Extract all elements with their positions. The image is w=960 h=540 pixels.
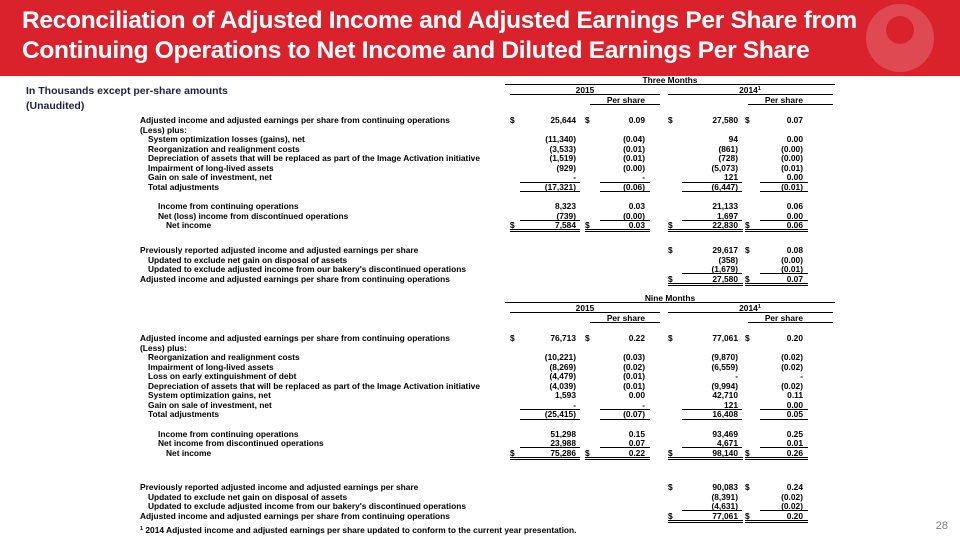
three-months-amount-2014: 94: [728, 134, 738, 145]
nine-months-row-label: Income from continuing operations: [158, 428, 299, 439]
nine-months-per-share-2014: (0.02): [781, 380, 803, 391]
three-months-prior-amount-2014: 27,580: [712, 273, 738, 284]
nine-months-prior-row-label: Previously reported adjusted income and adjusted earnings per share: [140, 482, 419, 492]
nine-months-prior-total-rule: [668, 522, 743, 523]
nine-months-prior-total-rule: [745, 522, 808, 523]
nine-months-dollar-sign: $: [585, 447, 590, 458]
three-months-dollar-sign: $: [585, 115, 590, 125]
nine-months-row-label: Loss on early extinguishment of debt: [148, 371, 297, 382]
three-months-per-share-2014: 0.07: [786, 115, 803, 125]
nine-months-amount-2015: (10,221): [544, 352, 576, 363]
three-months-total-rule: [585, 231, 650, 232]
three-months-prior-row-label: Updated to exclude net gain on disposal of assets: [148, 254, 348, 265]
nine-months-prior-dollar-sign: $: [668, 482, 673, 492]
three-months-prior-total-rule: [668, 283, 743, 284]
three-months-amount-2014: (728): [718, 153, 738, 164]
three-months-total-rule: [668, 231, 743, 232]
three-months-per-share-2015: (0.06): [623, 181, 645, 192]
three-months-amount-2015: 25,644: [550, 115, 576, 125]
nine-months-per-share-2015: 0.22: [628, 447, 645, 458]
page-title-line-2: Continuing Operations to Net Income and Diluted Earnings Per Share: [22, 37, 810, 64]
nine-months-amount-2014: 121: [724, 399, 738, 410]
three-months-subtotal-rule: [600, 191, 650, 192]
nine-months-total-rule: [510, 457, 580, 458]
nine-months-prior-dollar-sign: $: [668, 510, 673, 521]
three-months-prior-total-rule: [745, 285, 808, 286]
nine-months-total-rule: [585, 459, 650, 460]
nine-months-dollar-sign: $: [668, 447, 673, 458]
nine-months-per-share-2014: 0.26: [786, 447, 803, 458]
nine-months-prior-dollar-sign: $: [745, 482, 750, 492]
nine-months-amount-2014: 93,469: [712, 428, 738, 439]
nine-months-row-label: System optimization gains, net: [148, 390, 271, 401]
three-months-amount-2014: (6,447): [711, 181, 738, 192]
three-months-row-label: Depreciation of assets that will be replaced as part of the Image Activation initiative: [148, 153, 480, 164]
footnote: [140, 525, 577, 535]
nine-months-prior-per-share-2014: 0.24: [786, 482, 803, 492]
footnote-text: 2014 Adjusted income and adjusted earnings per share updated to conform to the current year presentation.: [143, 525, 577, 535]
nine-months-amount-2014: 98,140: [712, 447, 738, 458]
three-months-amount-2014: 21,133: [712, 200, 738, 211]
nine-months-prior-per-share-2014: 0.20: [786, 510, 803, 521]
three-months-total-rule: [510, 231, 580, 232]
three-months-prior-dollar-sign: $: [668, 245, 673, 255]
three-months-row-label: Net income: [166, 220, 212, 231]
three-months-per-share-2014: (0.00): [781, 143, 803, 154]
nine-months-year-2014-label: 2014: [739, 303, 758, 313]
three-months-dollar-sign: $: [585, 220, 590, 231]
nine-months-prior-total-rule: [668, 520, 743, 521]
nine-months-total-rule: [668, 459, 743, 460]
three-months-prior-per-share-2014: 0.07: [786, 273, 803, 284]
three-months-prior-total-rule: [668, 285, 743, 286]
three-months-prior-dollar-sign: $: [745, 273, 750, 284]
three-months-prior-per-share-2014: (0.00): [781, 254, 803, 265]
nine-months-row-label: Adjusted income and adjusted earnings per share from continuing operations: [140, 333, 450, 343]
nine-months-per-share-2014-rule: [748, 322, 833, 323]
nine-months-per-share-2014: 0.05: [786, 409, 803, 420]
nine-months-total-rule: [745, 457, 808, 458]
nine-months-per-share-2015: 0.07: [628, 438, 645, 449]
three-months-per-share-2015: (0.00): [623, 162, 645, 173]
nine-months-subtotal-rule: [600, 419, 650, 420]
three-months-total-rule: [585, 229, 650, 230]
page-title: [22, 6, 857, 66]
three-months-row-label: Net (loss) income from discontinued operations: [158, 210, 349, 221]
three-months-prior-dollar-sign: $: [668, 273, 673, 284]
nine-months-per-share-2014: -: [800, 371, 803, 382]
three-months-prior-row-label: Updated to exclude adjusted income from our bakery's discontinued operations: [148, 264, 466, 275]
three-months-period-heading: Three Months: [642, 75, 698, 85]
three-months-total-rule: [510, 229, 580, 230]
three-months-amount-2015: 7,584: [555, 220, 576, 231]
nine-months-amount-2014: 42,710: [712, 390, 738, 401]
nine-months-row-label: Total adjustments: [148, 409, 220, 420]
nine-months-amount-2015: 51,298: [550, 428, 576, 439]
nine-months-row-label: Net income from discontinued operations: [158, 438, 324, 449]
three-months-amount-2015: (929): [556, 162, 576, 173]
nine-months-dollar-sign: $: [585, 333, 590, 343]
nine-months-per-share-2014: 0.11: [787, 390, 803, 401]
nine-months-dollar-sign: $: [510, 447, 515, 458]
nine-months-per-share-2015: (0.07): [623, 409, 645, 420]
nine-months-total-rule: [668, 457, 743, 458]
nine-months-amount-2015: 23,988: [550, 438, 576, 449]
footnote-mark: 1: [140, 526, 144, 532]
three-months-row-label: Impairment of long-lived assets: [148, 162, 274, 173]
three-months-per-share-2014: 0.00: [786, 172, 803, 183]
nine-months-row-label: Impairment of long-lived assets: [148, 361, 274, 372]
nine-months-per-share-2015: 0.15: [628, 428, 645, 439]
three-months-per-share-2015: (0.01): [623, 143, 645, 154]
three-months-dollar-sign: $: [745, 115, 750, 125]
nine-months-dollar-sign: $: [668, 333, 673, 343]
three-months-amount-2014: (5,073): [711, 162, 738, 173]
three-months-amount-2015: (1,519): [549, 153, 576, 164]
three-months-prior-row-label: Previously reported adjusted income and adjusted earnings per share: [140, 245, 419, 255]
three-months-row-label: Reorganization and realignment costs: [148, 143, 300, 154]
page-title-line-1: Reconciliation of Adjusted Income and Adjusted Earnings Per Share from: [22, 7, 857, 34]
three-months-dollar-sign: $: [668, 115, 673, 125]
nine-months-amount-2015: (4,039): [549, 380, 576, 391]
three-months-per-share-2015: 0.03: [628, 200, 645, 211]
nine-months-amount-2015: 76,713: [550, 333, 576, 343]
three-months-dollar-sign: $: [668, 220, 673, 231]
nine-months-per-share-2014: 0.25: [786, 428, 803, 439]
nine-months-amount-2015: (8,269): [549, 361, 576, 372]
three-months-amount-2014: 27,580: [712, 115, 738, 125]
nine-months-per-share-2015: (0.01): [623, 380, 645, 391]
three-months-per-share-2014: (0.01): [781, 162, 803, 173]
three-months-per-share-2015: (0.01): [623, 153, 645, 164]
nine-months-prior-total-rule: [745, 520, 808, 521]
nine-months-amount-2015: (4,479): [549, 371, 576, 382]
three-months-per-share-2015: 0.09: [628, 115, 645, 125]
nine-months-subtotal-rule: [520, 419, 580, 420]
nine-months-per-share-2014: 0.01: [786, 438, 803, 449]
units-note: In Thousands except per-share amounts: [26, 85, 228, 97]
nine-months-per-share-2014: 0.20: [786, 333, 803, 343]
three-months-per-share-2015: (0.00): [623, 210, 645, 221]
three-months-amount-2014: 1,697: [717, 210, 738, 221]
nine-months-total-rule: [745, 459, 808, 460]
nine-months-per-share-2015: (0.01): [623, 371, 645, 382]
three-months-row-label: Gain on sale of investment, net: [148, 172, 272, 183]
three-months-per-share-2014: 0.06: [786, 200, 803, 211]
nine-months-per-share-2014: Per share: [764, 313, 803, 323]
nine-months-amount-2014: 4,671: [717, 438, 738, 449]
three-months-prior-row-label: Adjusted income and adjusted earnings per share from continuing operations: [140, 273, 450, 284]
nine-months-year-2014-footnote-mark: 1: [757, 304, 761, 310]
nine-months-prior-row-label: Updated to exclude adjusted income from our bakery's discontinued operations: [148, 501, 466, 512]
nine-months-row-label: Gain on sale of investment, net: [148, 399, 272, 410]
nine-months-amount-2014: 16,408: [712, 409, 738, 420]
three-months-subtotal-rule: [520, 191, 580, 192]
nine-months-row-label: Reorganization and realignment costs: [148, 352, 300, 363]
three-months-total-rule: [745, 231, 808, 232]
three-months-dollar-sign: $: [510, 115, 515, 125]
nine-months-amount-2015: 1,593: [555, 390, 576, 401]
three-months-per-share-2014: (0.00): [781, 153, 803, 164]
nine-months-amount-2014: 77,061: [712, 333, 738, 343]
three-months-amount-2014: (861): [718, 143, 738, 154]
nine-months-period-heading: Nine Months: [644, 293, 696, 303]
nine-months-prior-amount-2014: 77,061: [712, 510, 738, 521]
nine-months-prior-row-label: Adjusted income and adjusted earnings per share from continuing operations: [140, 510, 450, 521]
nine-months-amount-2014: (9,994): [711, 380, 738, 391]
nine-months-row-label: Depreciation of assets that will be replaced as part of the Image Activation initiative: [148, 380, 480, 391]
three-months-dollar-sign: $: [745, 220, 750, 231]
three-months-prior-amount-2014: (1,679): [711, 264, 738, 275]
three-months-amount-2015: (739): [556, 210, 576, 221]
three-months-per-share-2014: 0.00: [786, 210, 803, 221]
nine-months-dollar-sign: $: [510, 333, 515, 343]
three-months-row-label: Income from continuing operations: [158, 200, 299, 211]
three-months-subtotal-rule: [760, 191, 808, 192]
nine-months-per-share-2015: (0.03): [623, 352, 645, 363]
three-months-per-share-2014: 0.06: [786, 220, 803, 231]
three-months-per-share-2015: -: [642, 172, 645, 183]
three-months-year-2014-footnote-mark: 1: [757, 86, 761, 92]
three-months-per-share-2015: (0.04): [623, 134, 645, 145]
nine-months-year-2015: 2015: [575, 303, 595, 313]
nine-months-prior-amount-2014: 90,083: [712, 482, 738, 492]
three-months-per-share-2014: 0.00: [786, 134, 803, 145]
three-months-amount-2015: 8,323: [555, 200, 576, 211]
nine-months-per-share-2015-rule: [590, 322, 660, 323]
three-months-per-share-2014-rule: [748, 104, 833, 105]
three-months-prior-dollar-sign: $: [745, 245, 750, 255]
nine-months-subtotal-rule: [760, 419, 808, 420]
nine-months-amount-2015: -: [573, 399, 576, 410]
nine-months-total-rule: [585, 457, 650, 458]
nine-months-row-label: Net income: [166, 447, 212, 458]
three-months-amount-2015: (3,533): [549, 143, 576, 154]
three-months-row-label: Adjusted income and adjusted earnings per share from continuing operations: [140, 115, 450, 125]
nine-months-per-share-2014: 0.00: [786, 399, 803, 410]
three-months-per-share-2014: Per share: [764, 95, 803, 105]
nine-months-per-share-2015: Per share: [606, 313, 645, 323]
three-months-per-share-2015: Per share: [606, 95, 645, 105]
page-number: 28: [935, 520, 948, 532]
three-months-year-2014-label: 2014: [739, 85, 758, 95]
three-months-year-2015: 2015: [575, 85, 595, 95]
nine-months-dollar-sign: $: [745, 447, 750, 458]
three-months-amount-2015: (11,340): [545, 134, 576, 145]
three-months-prior-per-share-2014: (0.01): [781, 264, 803, 275]
nine-months-dollar-sign: $: [745, 333, 750, 343]
nine-months-amount-2014: -: [735, 371, 738, 382]
nine-months-per-share-2014: (0.02): [781, 361, 803, 372]
title-banner: [0, 0, 960, 76]
three-months-prior-amount-2014: (358): [718, 254, 738, 265]
three-months-amount-2014: 22,830: [712, 220, 738, 231]
nine-months-amount-2014: (6,559): [711, 361, 738, 372]
three-months-row-label: (Less) plus:: [140, 124, 187, 135]
nine-months-per-share-2015: 0.22: [628, 333, 645, 343]
nine-months-amount-2015: (25,415): [544, 409, 576, 420]
nine-months-prior-per-share-2014: (0.02): [781, 501, 803, 512]
three-months-dollar-sign: $: [510, 220, 515, 231]
nine-months-prior-per-share-2014: (0.02): [781, 491, 803, 502]
three-months-prior-total-rule: [745, 283, 808, 284]
nine-months-row-label: (Less) plus:: [140, 342, 187, 353]
nine-months-total-rule: [510, 459, 580, 460]
nine-months-amount-2015: 75,286: [550, 447, 576, 458]
three-months-row-label: Total adjustments: [148, 181, 220, 192]
three-months-total-rule: [745, 229, 808, 230]
nine-months-prior-amount-2014: (4,631): [711, 501, 738, 512]
nine-months-prior-row-label: Updated to exclude net gain on disposal of assets: [148, 491, 348, 502]
three-months-total-rule: [668, 229, 743, 230]
unaudited-note: (Unaudited): [26, 100, 85, 112]
nine-months-per-share-2014: (0.02): [781, 352, 803, 363]
three-months-per-share-2014: (0.01): [781, 181, 803, 192]
three-months-row-label: System optimization losses (gains), net: [148, 134, 305, 145]
three-months-amount-2014: 121: [724, 172, 738, 183]
three-months-prior-amount-2014: 29,617: [712, 245, 738, 255]
three-months-per-share-2015: 0.03: [628, 220, 645, 231]
nine-months-prior-amount-2014: (8,391): [711, 491, 738, 502]
nine-months-per-share-2015: (0.02): [623, 361, 645, 372]
nine-months-per-share-2015: -: [642, 399, 645, 410]
three-months-subtotal-rule: [682, 191, 742, 192]
three-months-per-share-2015-rule: [590, 104, 660, 105]
nine-months-amount-2014: (9,870): [711, 352, 738, 363]
three-months-amount-2015: (17,321): [544, 181, 576, 192]
three-months-prior-per-share-2014: 0.08: [786, 245, 803, 255]
nine-months-prior-dollar-sign: $: [745, 510, 750, 521]
nine-months-per-share-2015: 0.00: [628, 390, 645, 401]
nine-months-subtotal-rule: [682, 419, 742, 420]
three-months-amount-2015: -: [573, 172, 576, 183]
